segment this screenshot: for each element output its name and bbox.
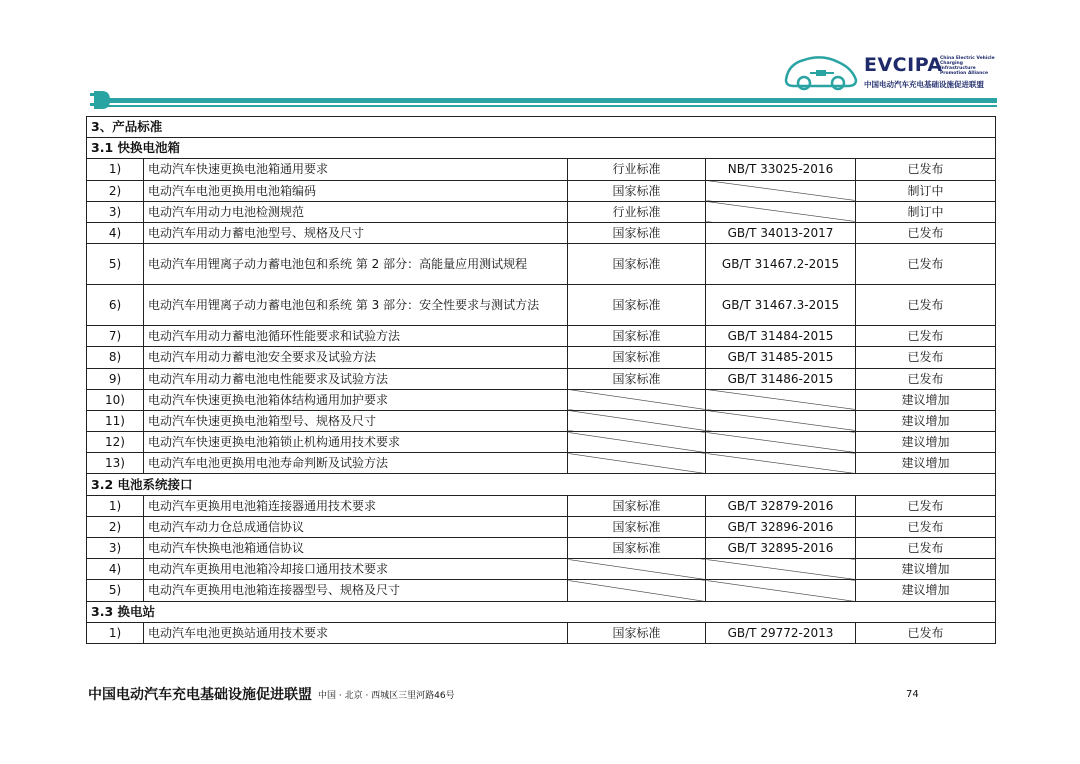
standard-name: 电动汽车快换电池箱通信协议 — [144, 538, 568, 559]
table-row — [87, 222, 996, 243]
standard-type: 行业标准 — [568, 201, 706, 222]
standard-type: 国家标准 — [568, 222, 706, 243]
table-row — [87, 285, 996, 326]
table-row — [87, 347, 996, 368]
standard-status: 已发布 — [856, 538, 996, 559]
standard-status: 建议增加 — [856, 580, 996, 601]
section-heading: 3.1 快换电池箱 — [87, 138, 996, 159]
standard-name: 电动汽车用动力蓄电池安全要求及试验方法 — [144, 347, 568, 368]
table-row — [87, 538, 996, 559]
table-row — [87, 432, 996, 453]
standard-name: 电动汽车更换用电池箱连接器通用技术要求 — [144, 495, 568, 516]
row-number: 5) — [87, 244, 144, 285]
standard-status: 已发布 — [856, 495, 996, 516]
standard-status: 已发布 — [856, 285, 996, 326]
row-number: 7) — [87, 326, 144, 347]
standard-name: 电动汽车更换用电池箱冷却接口通用技术要求 — [144, 559, 568, 580]
standard-code — [706, 410, 856, 431]
section-heading-row — [87, 138, 996, 159]
standard-name: 电动汽车用锂离子动力蓄电池包和系统 第 2 部分：高能量应用测试规程 — [144, 244, 568, 285]
standard-code — [706, 389, 856, 410]
standard-type: 国家标准 — [568, 516, 706, 537]
standard-code: GB/T 34013-2017 — [706, 222, 856, 243]
table-row — [87, 495, 996, 516]
logo-english-name: China Electric Vehicle Charging Infrastructure Promotion Alliance — [940, 56, 995, 76]
standard-type: 行业标准 — [568, 159, 706, 180]
standard-status: 建议增加 — [856, 453, 996, 474]
row-number: 10) — [87, 389, 144, 410]
footer-address: 中国 · 北京 · 西城区三里河路46号 — [318, 691, 455, 701]
standard-type — [568, 432, 706, 453]
standard-code: GB/T 32896-2016 — [706, 516, 856, 537]
standard-code: GB/T 31467.2-2015 — [706, 244, 856, 285]
row-number: 3) — [87, 538, 144, 559]
row-number: 3) — [87, 201, 144, 222]
standard-code: GB/T 31485-2015 — [706, 347, 856, 368]
standard-name: 电动汽车快速更换电池箱型号、规格及尺寸 — [144, 410, 568, 431]
table-row — [87, 201, 996, 222]
row-number: 1) — [87, 495, 144, 516]
row-number: 1) — [87, 159, 144, 180]
logo-wordmark: EVCIPA — [864, 54, 943, 76]
table-row — [87, 410, 996, 431]
page-number: 74 — [906, 689, 919, 700]
table-row — [87, 389, 996, 410]
standard-name: 电动汽车电池更换用电池寿命判断及试验方法 — [144, 453, 568, 474]
standard-status: 制订中 — [856, 201, 996, 222]
standard-code: GB/T 31486-2015 — [706, 368, 856, 389]
table-row — [87, 326, 996, 347]
standard-status: 建议增加 — [856, 389, 996, 410]
standard-code: GB/T 32895-2016 — [706, 538, 856, 559]
standard-code: GB/T 29772-2013 — [706, 622, 856, 643]
row-number: 12) — [87, 432, 144, 453]
footer-org-name: 中国电动汽车充电基础设施促进联盟 — [88, 687, 312, 703]
standard-type: 国家标准 — [568, 326, 706, 347]
standard-name: 电动汽车快速更换电池箱通用要求 — [144, 159, 568, 180]
section-heading-row — [87, 474, 996, 495]
standard-type: 国家标准 — [568, 368, 706, 389]
row-number: 2) — [87, 180, 144, 201]
standard-code: NB/T 33025-2016 — [706, 159, 856, 180]
table-row — [87, 368, 996, 389]
standard-type — [568, 410, 706, 431]
standard-status: 已发布 — [856, 244, 996, 285]
table-row — [87, 180, 996, 201]
row-number: 1) — [87, 622, 144, 643]
standard-status: 已发布 — [856, 368, 996, 389]
table-row — [87, 622, 996, 643]
table-row — [87, 453, 996, 474]
standard-status: 制订中 — [856, 180, 996, 201]
standard-type: 国家标准 — [568, 495, 706, 516]
standard-type: 国家标准 — [568, 180, 706, 201]
standard-code — [706, 580, 856, 601]
row-number: 6) — [87, 285, 144, 326]
table-row — [87, 580, 996, 601]
standard-code: GB/T 31467.3-2015 — [706, 285, 856, 326]
standard-status: 建议增加 — [856, 432, 996, 453]
standard-name: 电动汽车用动力蓄电池型号、规格及尺寸 — [144, 222, 568, 243]
section-heading: 3.3 换电站 — [87, 601, 996, 622]
standard-type: 国家标准 — [568, 347, 706, 368]
standard-name: 电动汽车更换用电池箱连接器型号、规格及尺寸 — [144, 580, 568, 601]
row-number: 13) — [87, 453, 144, 474]
row-number: 4) — [87, 222, 144, 243]
standard-name: 电动汽车快速更换电池箱锁止机构通用技术要求 — [144, 432, 568, 453]
standard-status: 已发布 — [856, 516, 996, 537]
table-title: 3、产品标准 — [87, 117, 996, 138]
standard-status: 已发布 — [856, 222, 996, 243]
standard-type: 国家标准 — [568, 622, 706, 643]
table-row — [87, 159, 996, 180]
standard-type: 国家标准 — [568, 285, 706, 326]
standard-code — [706, 453, 856, 474]
car-logo-icon — [782, 50, 860, 94]
standard-status: 已发布 — [856, 159, 996, 180]
standard-type — [568, 453, 706, 474]
standard-type — [568, 389, 706, 410]
standard-name: 电动汽车动力仓总成通信协议 — [144, 516, 568, 537]
row-number: 5) — [87, 580, 144, 601]
standard-code — [706, 559, 856, 580]
standard-name: 电动汽车用锂离子动力蓄电池包和系统 第 3 部分：安全性要求与测试方法 — [144, 285, 568, 326]
standard-status: 已发布 — [856, 347, 996, 368]
standard-name: 电动汽车快速更换电池箱体结构通用加护要求 — [144, 389, 568, 410]
row-number: 11) — [87, 410, 144, 431]
table-title-row — [87, 117, 996, 138]
header-rule — [97, 98, 997, 103]
row-number: 9) — [87, 368, 144, 389]
standard-code: GB/T 31484-2015 — [706, 326, 856, 347]
standard-code — [706, 432, 856, 453]
standard-status: 已发布 — [856, 622, 996, 643]
section-heading-row — [87, 601, 996, 622]
section-heading: 3.2 电池系统接口 — [87, 474, 996, 495]
logo-chinese-name: 中国电动汽车充电基础设施促进联盟 — [864, 80, 984, 89]
standard-status: 建议增加 — [856, 559, 996, 580]
evcipa-logo — [782, 50, 997, 94]
standard-type — [568, 559, 706, 580]
standard-type: 国家标准 — [568, 538, 706, 559]
standards-table — [86, 116, 996, 644]
standard-code: GB/T 32879-2016 — [706, 495, 856, 516]
standard-code — [706, 201, 856, 222]
standard-name: 电动汽车用动力蓄电池电性能要求及试验方法 — [144, 368, 568, 389]
standard-name: 电动汽车用动力蓄电池循环性能要求和试验方法 — [144, 326, 568, 347]
standard-type — [568, 580, 706, 601]
row-number: 8) — [87, 347, 144, 368]
table-row — [87, 559, 996, 580]
standard-name: 电动汽车用动力电池检测规范 — [144, 201, 568, 222]
table-row — [87, 516, 996, 537]
header-rule-thin — [97, 105, 997, 107]
standard-status: 已发布 — [856, 326, 996, 347]
row-number: 4) — [87, 559, 144, 580]
standard-name: 电动汽车电池更换用电池箱编码 — [144, 180, 568, 201]
row-number: 2) — [87, 516, 144, 537]
standard-type: 国家标准 — [568, 244, 706, 285]
standard-status: 建议增加 — [856, 410, 996, 431]
standard-code — [706, 180, 856, 201]
standard-name: 电动汽车电池更换站通用技术要求 — [144, 622, 568, 643]
table-row — [87, 244, 996, 285]
